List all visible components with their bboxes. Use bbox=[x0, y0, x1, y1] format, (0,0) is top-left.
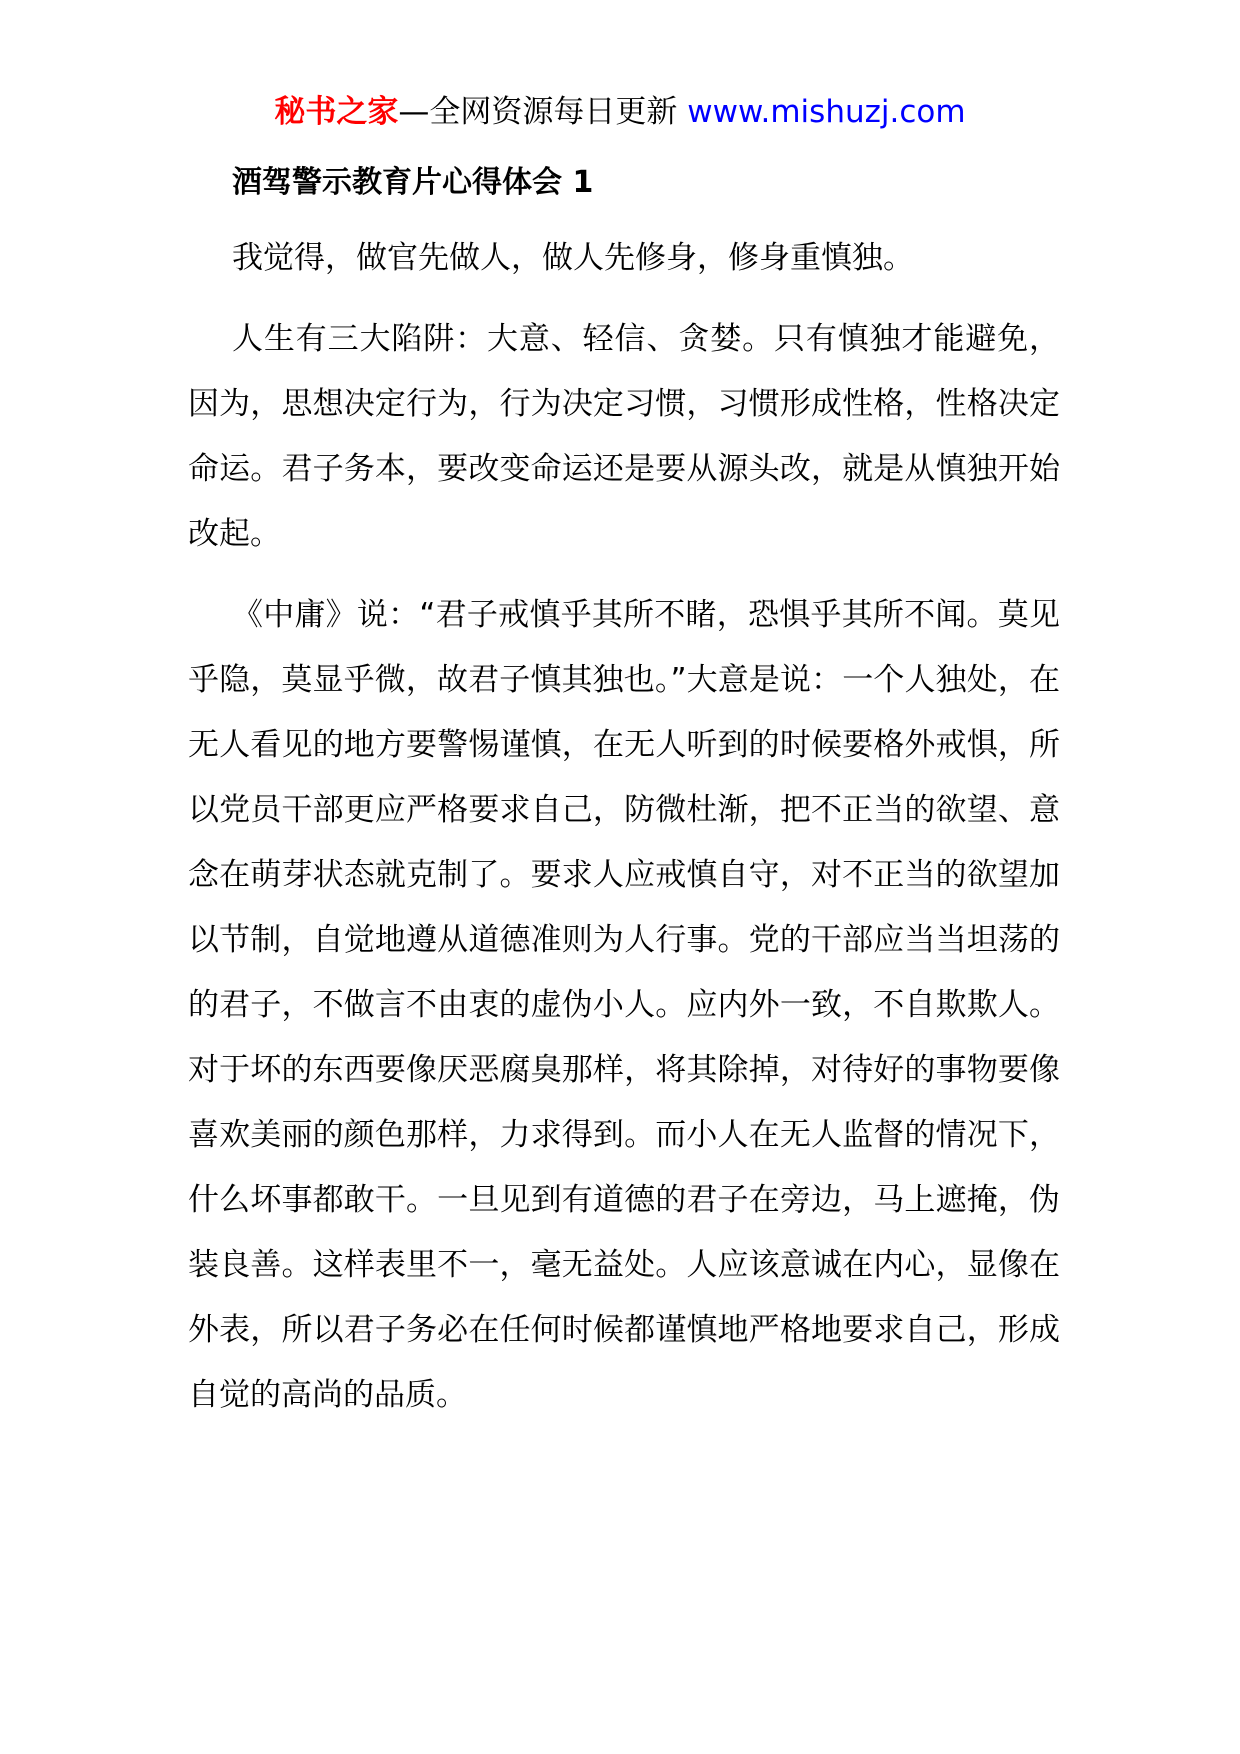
paragraph-3: 《中庸》说：“君子戒慎乎其所不睹，恐惧乎其所不闻。莫见乎隐，莫显乎微，故君子慎其独也。”大意是说：一个人独处，在无人看见的地方要警惕谨慎，在无人听到的时候要格外戒惧，所以党员干部更应严格要求自己，防微杜渐，把不正当的欲望、意念在萌芽状态就克制了。要求人应戒慎自守，对不正当的欲望加以节制，自觉地遵从道德准则为人行事。党的干部应当当坦荡的的君子，不做言不由衷的虚伪小人。应内外一致，不自欺欺人。对于坏的东西要像厌恶腐臭那样，将其除掉，对待好的事物要像喜欢美丽的颜色那样，力求得到。而小人在无人监督的情况下，什么坏事都敢干。一旦见到有道德的君子在旁边，马上遮掩，伪装良善。这样表里不一，毫无益处。人应该意诚在内心，显像在外表，所以君子务必在任何时候都谨慎地严格地要求自己，形成自觉的高尚的品质。 bbox=[188, 597, 1060, 1413]
paragraph-1: 我觉得，做官先做人，做人先修身，修身重慎独。 bbox=[232, 240, 914, 276]
website-link[interactable]: www.mishuzj.com bbox=[687, 94, 966, 130]
page-header bbox=[0, 92, 1240, 132]
brand-name: 秘书之家 bbox=[274, 94, 399, 130]
paragraph-2: 人生有三大陷阱：大意、轻信、贪婪。只有慎独才能避免，因为，思想决定行为，行为决定习惯，习惯形成性格，性格决定命运。君子务本，要改变命运还是要从源头改，就是从慎独开始改起。 bbox=[188, 321, 1060, 552]
document-body bbox=[188, 162, 1060, 1444]
document-title: 酒驾警示教育片心得体会 1 bbox=[232, 165, 594, 200]
header-slogan: —全网资源每日更新 bbox=[398, 94, 678, 130]
